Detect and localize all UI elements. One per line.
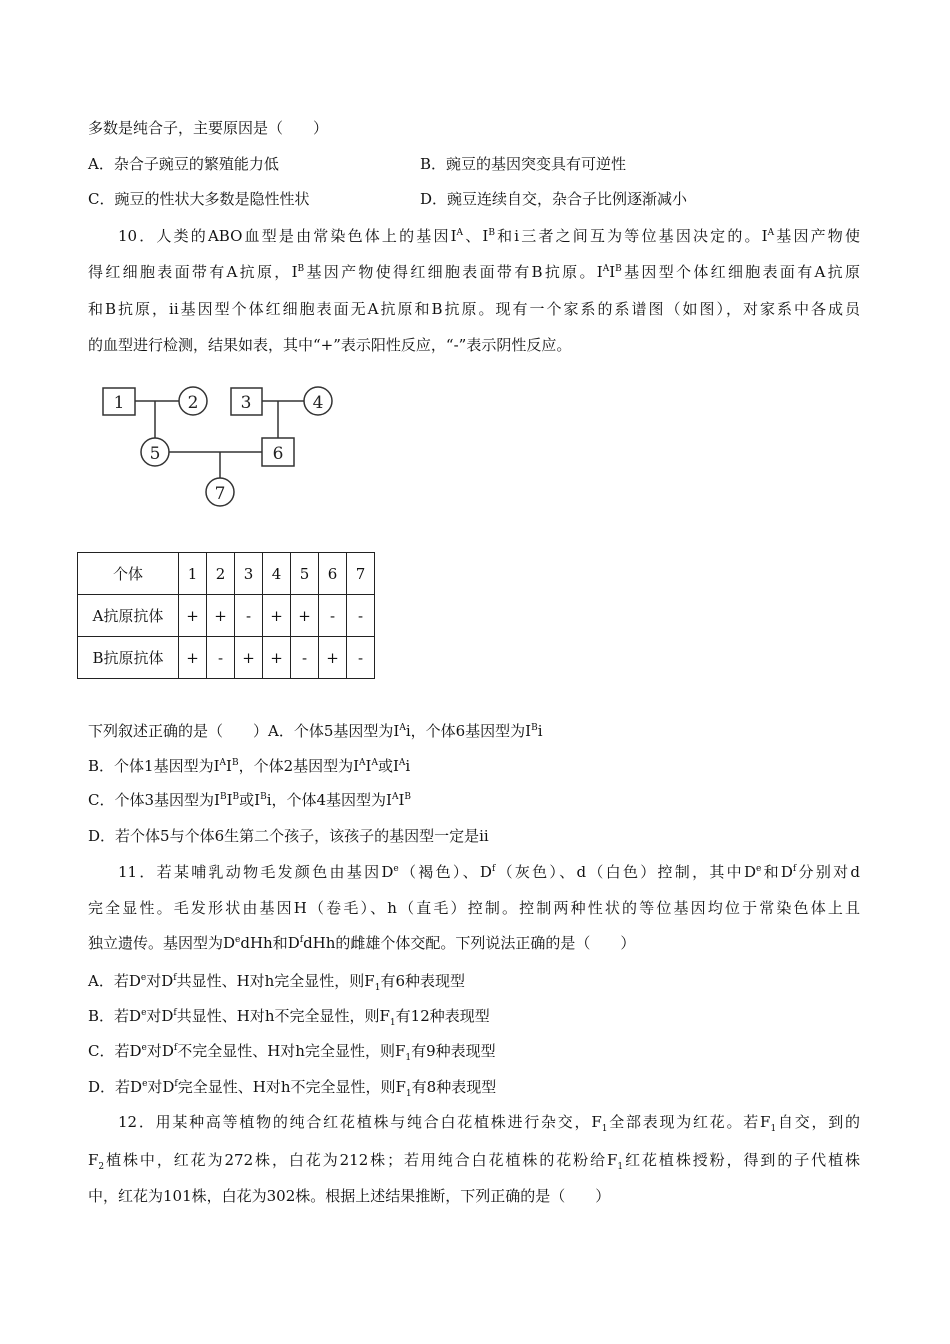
subscript: 1 xyxy=(374,983,381,993)
subscript: 1 xyxy=(601,1124,608,1132)
superscript: f xyxy=(173,1043,178,1053)
superscript: A xyxy=(391,792,399,802)
text-run: 红花植株授粉，得到的子代植株 xyxy=(623,1151,860,1169)
table-cell: 3 xyxy=(235,553,263,595)
text-run: 11．若某哺乳动物毛发颜色由基因D xyxy=(118,863,394,881)
label-5: 5 xyxy=(149,444,161,464)
table-cell: B抗原抗体 xyxy=(78,637,179,679)
pedigree-chart xyxy=(95,380,355,520)
text-run: B．豌豆的基因突变具有可逆性 xyxy=(420,155,627,173)
superscript: B xyxy=(488,228,495,238)
text-run: 、I xyxy=(463,227,489,245)
text-run: 全部表现为红花。若F xyxy=(607,1113,771,1131)
table-cell: - xyxy=(319,595,347,637)
table-cell: + xyxy=(179,637,207,679)
text-line xyxy=(88,790,411,810)
superscript: B xyxy=(231,758,239,768)
table-row xyxy=(78,595,375,637)
text-run: F xyxy=(88,1151,99,1169)
text-line xyxy=(118,862,860,882)
table-cell: - xyxy=(235,595,263,637)
text-run: 有6种表现型 xyxy=(380,972,465,990)
option-right xyxy=(420,189,687,209)
table-cell: - xyxy=(291,637,319,679)
text-line xyxy=(88,299,860,319)
superscript: f xyxy=(174,1079,178,1089)
text-run: 中，红花为101株，白花为302株。根据上述结果推断，下列正确的是（ ） xyxy=(88,1187,611,1205)
text-run: dHh的雌雄个体交配。下列说法正确的是（ ） xyxy=(303,934,636,952)
text-run: 自交，到的 xyxy=(776,1113,860,1131)
text-run: 和B抗原，ii基因型个体红细胞表面无A抗原和B抗原。现有一个家系的系谱图（如图），对家系中各成员 xyxy=(88,300,860,318)
superscript: A xyxy=(602,264,610,274)
text-run: B．个体1基因型为I xyxy=(88,757,220,775)
superscript: B xyxy=(615,264,622,274)
text-run: 分别对d xyxy=(796,863,860,881)
table-cell: + xyxy=(179,595,207,637)
superscript: f xyxy=(173,1008,177,1018)
text-run: A．若D xyxy=(88,972,141,990)
text-run: 和D xyxy=(761,863,793,881)
text-run: 植株中，红花为272株，白花为212株；若用纯合白花植株的花粉给F xyxy=(104,1151,618,1169)
text-run: 12．用某种高等植物的纯合红花植株与纯合白花植株进行杂交，F xyxy=(118,1113,602,1131)
text-run: 的血型进行检测，结果如表，其中“+”表示阳性反应，“-”表示阴性反应。 xyxy=(88,336,572,354)
text-line xyxy=(88,118,328,138)
text-run: 或I xyxy=(239,791,261,809)
label-2: 2 xyxy=(187,393,199,413)
superscript: A xyxy=(399,723,406,733)
text-run: 有8种表现型 xyxy=(411,1078,497,1096)
table-cell: 4 xyxy=(263,553,291,595)
text-run: 完全显性、H对h不完全显性，则F xyxy=(177,1078,406,1096)
text-run: 对D xyxy=(146,1007,174,1025)
text-run: ，个体2基因型为I xyxy=(238,757,360,775)
text-line xyxy=(88,1006,490,1026)
text-run: B．若D xyxy=(88,1007,142,1025)
table-cell: + xyxy=(263,595,291,637)
table-cell: + xyxy=(207,595,235,637)
superscript: A xyxy=(456,228,464,238)
subscript: 1 xyxy=(617,1162,624,1170)
text-run: I xyxy=(398,791,405,809)
subscript: 2 xyxy=(98,1162,105,1170)
table-cell: A抗原抗体 xyxy=(78,595,179,637)
table-cell: 2 xyxy=(207,553,235,595)
table-cell: - xyxy=(347,637,375,679)
text-run: C．若D xyxy=(88,1042,142,1060)
text-run: 多数是纯合子，主要原因是（ ） xyxy=(88,119,329,137)
subscript: 1 xyxy=(770,1124,777,1132)
text-run: 或I xyxy=(377,757,399,775)
text-run: D．若D xyxy=(88,1078,143,1096)
superscript: B xyxy=(297,264,305,274)
table-cell: + xyxy=(291,595,319,637)
text-run: C．豌豆的性状大多数是隐性性状 xyxy=(88,190,310,208)
text-line xyxy=(88,971,465,991)
text-line xyxy=(88,826,489,846)
table-cell: + xyxy=(235,637,263,679)
text-run: i xyxy=(537,722,543,740)
text-run: D．豌豆连续自交，杂合子比例逐渐减小 xyxy=(420,190,688,208)
text-run: I xyxy=(226,791,233,809)
superscript: f xyxy=(491,864,496,874)
text-line xyxy=(88,262,860,282)
text-run: 基因产物使 xyxy=(774,227,860,245)
text-run: 下列叙述正确的是（ ）A．个体5基因型为I xyxy=(88,722,400,740)
superscript: e xyxy=(755,864,762,874)
superscript: A xyxy=(398,758,406,768)
text-run: 对D xyxy=(146,972,174,990)
table-row xyxy=(78,637,375,679)
text-line xyxy=(118,1112,860,1132)
table-cell: - xyxy=(347,595,375,637)
label-1: 1 xyxy=(113,393,125,413)
text-run: i，个体4基因型为I xyxy=(266,791,392,809)
text-line xyxy=(88,1186,610,1206)
table-cell: 6 xyxy=(319,553,347,595)
text-run: I xyxy=(365,757,372,775)
superscript: e xyxy=(235,935,241,945)
subscript: 1 xyxy=(405,1053,412,1063)
text-line xyxy=(88,933,635,953)
superscript: A xyxy=(767,228,775,238)
table-cell: + xyxy=(319,637,347,679)
text-line xyxy=(88,721,543,741)
text-run: 10．人类的ABO血型是由常染色体上的基因I xyxy=(118,227,457,245)
superscript: e xyxy=(141,1043,147,1053)
text-run: 基因产物使得红细胞表面带有B抗原。I xyxy=(304,263,603,281)
text-run: D．若个体5与个体6生第二个孩子，该孩子的基因型一定是ii xyxy=(88,827,489,845)
text-run: 有12种表现型 xyxy=(395,1007,490,1025)
text-line xyxy=(118,226,860,246)
table-cell: + xyxy=(263,637,291,679)
text-run: i xyxy=(405,757,411,775)
blood-type-table xyxy=(77,552,375,679)
superscript: e xyxy=(142,1079,148,1089)
text-run: （灰色）、d（白色）控制，其中D xyxy=(495,863,756,881)
text-line xyxy=(88,154,279,174)
text-run: （褐色）、D xyxy=(398,863,492,881)
option-right xyxy=(420,154,626,174)
superscript: e xyxy=(141,1008,147,1018)
label-3: 3 xyxy=(240,393,252,413)
superscript: f xyxy=(173,973,177,983)
superscript: f xyxy=(792,864,797,874)
text-run: 对D xyxy=(147,1078,175,1096)
text-run: 不完全显性、H对h完全显性，则F xyxy=(177,1042,406,1060)
text-line xyxy=(88,335,571,355)
superscript: B xyxy=(219,792,227,802)
text-run: 对D xyxy=(146,1042,174,1060)
text-run: C．个体3基因型为I xyxy=(88,791,220,809)
text-run: 有9种表现型 xyxy=(411,1042,496,1060)
text-run: A．杂合子豌豆的繁殖能力低 xyxy=(88,155,279,173)
superscript: e xyxy=(393,864,399,874)
superscript: B xyxy=(232,792,240,802)
text-run: 共显性、H对h完全显性，则F xyxy=(176,972,375,990)
table-cell: 个体 xyxy=(78,553,179,595)
text-run: 得红细胞表面带有A抗原，I xyxy=(88,263,298,281)
superscript: B xyxy=(260,792,267,802)
superscript: B xyxy=(531,723,538,733)
text-line xyxy=(88,898,860,918)
subscript: 1 xyxy=(389,1018,396,1028)
superscript: B xyxy=(404,792,412,802)
text-line xyxy=(88,756,410,776)
text-line xyxy=(88,1041,496,1061)
table-cell: 5 xyxy=(291,553,319,595)
text-run: 独立遗传。基因型为D xyxy=(88,934,236,952)
text-run: 和i三者之间互为等位基因决定的。I xyxy=(494,227,768,245)
table-cell: 1 xyxy=(179,553,207,595)
text-run: i，个体6基因型为I xyxy=(405,722,532,740)
label-4: 4 xyxy=(312,393,324,413)
superscript: f xyxy=(299,935,304,945)
text-line xyxy=(88,189,309,209)
table-cell: 7 xyxy=(347,553,375,595)
text-run: dHh和D xyxy=(240,934,300,952)
label-7: 7 xyxy=(214,484,226,504)
text-run: 共显性、H对h不完全显性，则F xyxy=(176,1007,390,1025)
text-run: 完全显性。毛发形状由基因H（卷毛）、h（直毛）控制。控制两种性状的等位基因均位于常染色体上且 xyxy=(88,899,860,917)
superscript: A xyxy=(219,758,226,768)
superscript: e xyxy=(140,973,147,983)
label-6: 6 xyxy=(272,444,284,464)
table-header-row xyxy=(78,553,375,595)
text-run: 基因型个体红细胞表面有A抗原 xyxy=(621,263,860,281)
text-run: I xyxy=(226,757,232,775)
subscript: 1 xyxy=(405,1089,412,1099)
table-cell: - xyxy=(207,637,235,679)
text-run: I xyxy=(609,263,616,281)
superscript: A xyxy=(359,758,366,768)
superscript: A xyxy=(371,758,378,768)
text-line xyxy=(88,1150,860,1170)
text-line xyxy=(88,1077,496,1097)
